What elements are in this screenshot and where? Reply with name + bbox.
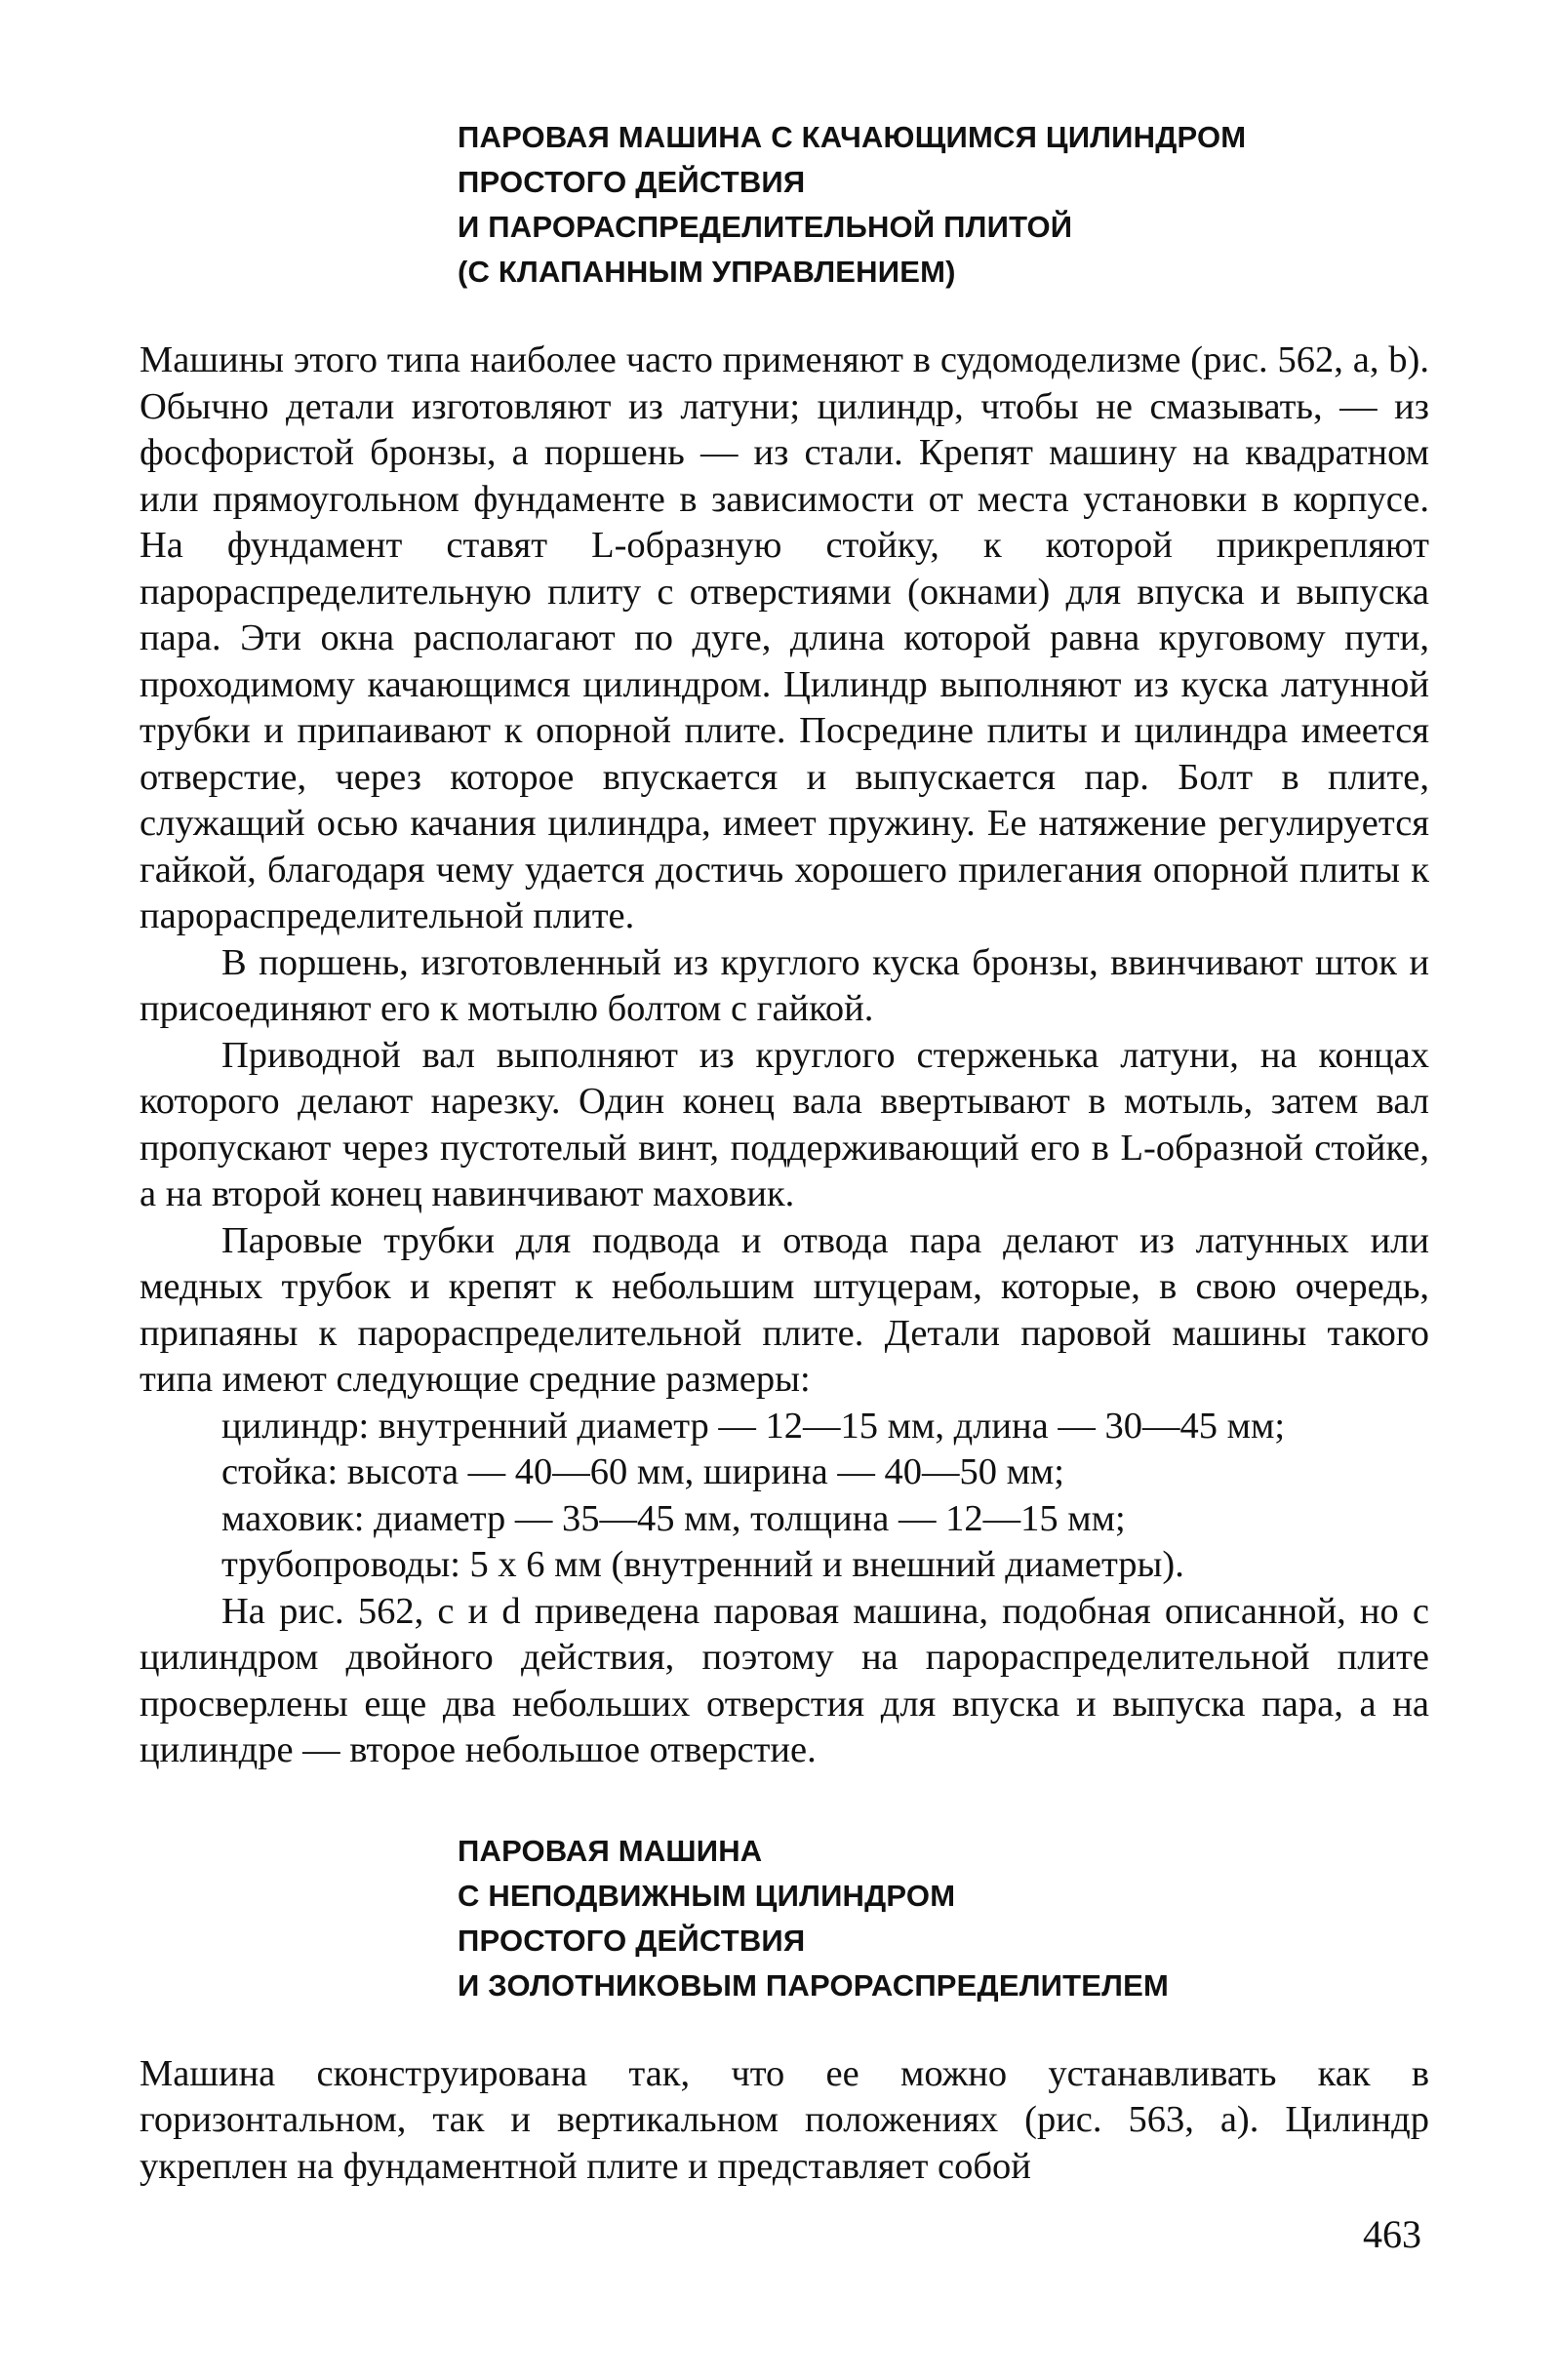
heading-line: С НЕПОДВИЖНЫМ ЦИЛИНДРОМ [458, 1878, 956, 1913]
heading-line: ПРОСТОГО ДЕЙСТВИЯ [458, 165, 806, 199]
paragraph: Машина сконструирована так, что ее можно устанавливать как в горизонтальном, так и вертикальном положениях (рис. 563, a). Цилиндр укреплен на фундаментной плите и представляет собой [140, 2052, 1429, 2187]
section-heading-oscillating-engine [458, 115, 1429, 295]
page-number: 463 [1363, 2212, 1421, 2256]
paragraph: В поршень, изготовленный из круглого куска бронзы, ввинчивают шток и присоединяют его к мотылю болтом с гайкой. [140, 941, 1429, 1029]
heading-line: (С КЛАПАННЫМ УПРАВЛЕНИЕМ) [458, 255, 956, 289]
heading-line: И ЗОЛОТНИКОВЫМ ПАРОРАСПРЕДЕЛИТЕЛЕМ [458, 1967, 1170, 2003]
paragraph: На рис. 562, c и d приведена паровая машина, подобная описанной, но с цилиндром двойного действия, поэтому на парораспределительной плите просверлены еще два небольших отверстия для впуска и выпуска пара, а на цилиндре — второе небольшое отверстие. [140, 1590, 1429, 1770]
heading-line: ПРОСТОГО ДЕЙСТВИЯ [458, 1923, 806, 1958]
paragraph: Паровые трубки для подвода и отвода пара делают из латунных или медных трубок и крепят к небольшим штуцерам, которые, в свою очередь, припаяны к парораспределительной плите. Детали паровой машины такого типа имеют следующие средние размеры: [140, 1219, 1429, 1400]
heading-line: И ПАРОРАСПРЕДЕЛИТЕЛЬНОЙ ПЛИТОЙ [458, 210, 1073, 244]
heading-line: ПАРОВАЯ МАШИНА [458, 1833, 763, 1868]
dimension-item: маховик: диаметр — 35—45 мм, толщина — 12—15 мм; [221, 1497, 1126, 1539]
dimensions-list [140, 1404, 1429, 1589]
dimension-item: трубопроводы: 5 x 6 мм (внутренний и внешний диаметры). [221, 1544, 1184, 1585]
book-page [140, 115, 1429, 2190]
paragraph: Приводной вал выполняют из круглого стерженька латуни, на концах которого делают нарезку. Один конец вала ввертывают в мотыль, затем вал пропускают через пустотелый винт, поддерживающий его в L-образной стойке, а на второй конец навинчивают маховик. [140, 1034, 1429, 1214]
dimension-item: стойка: высота — 40—60 мм, ширина — 40—50 мм; [221, 1451, 1064, 1492]
heading-line: ПАРОВАЯ МАШИНА С КАЧАЮЩИМСЯ ЦИЛИНДРОМ [458, 120, 1247, 154]
paragraph: Машины этого типа наиболее часто применяют в судомоделизме (рис. 562, a, b). Обычно детали изготовляют из латуни; цилиндр, чтобы не смазывать, — из фосфористой бронзы, а поршень — из стали. Крепят машину на квадратном или прямоугольном фундаменте в зависимости от места установки в корпусе. На фундамент ставят L-образную стойку, к которой прикрепляют парораспределительную плиту с отверстиями (окнами) для впуска и выпуска пара. Эти окна располагают по дуге, длина которой равна круговому пути, проходимому качающимся цилиндром. Цилиндр выполняют из куска латунной трубки и припаивают к опорной плите. Посредине плиты и цилиндра имеется отверстие, через которое впускается и выпускается пар. Болт в плите, служащий осью качания цилиндра, имеет пружину. Ее натяжение регулируется гайкой, благодаря чему удается достичь хорошего прилегания опорной плиты к парораспределительной плите. [140, 339, 1429, 936]
dimension-item: цилиндр: внутренний диаметр — 12—15 мм, длина — 30—45 мм; [221, 1405, 1286, 1447]
section-heading-fixed-cylinder-engine [458, 1829, 1429, 2008]
